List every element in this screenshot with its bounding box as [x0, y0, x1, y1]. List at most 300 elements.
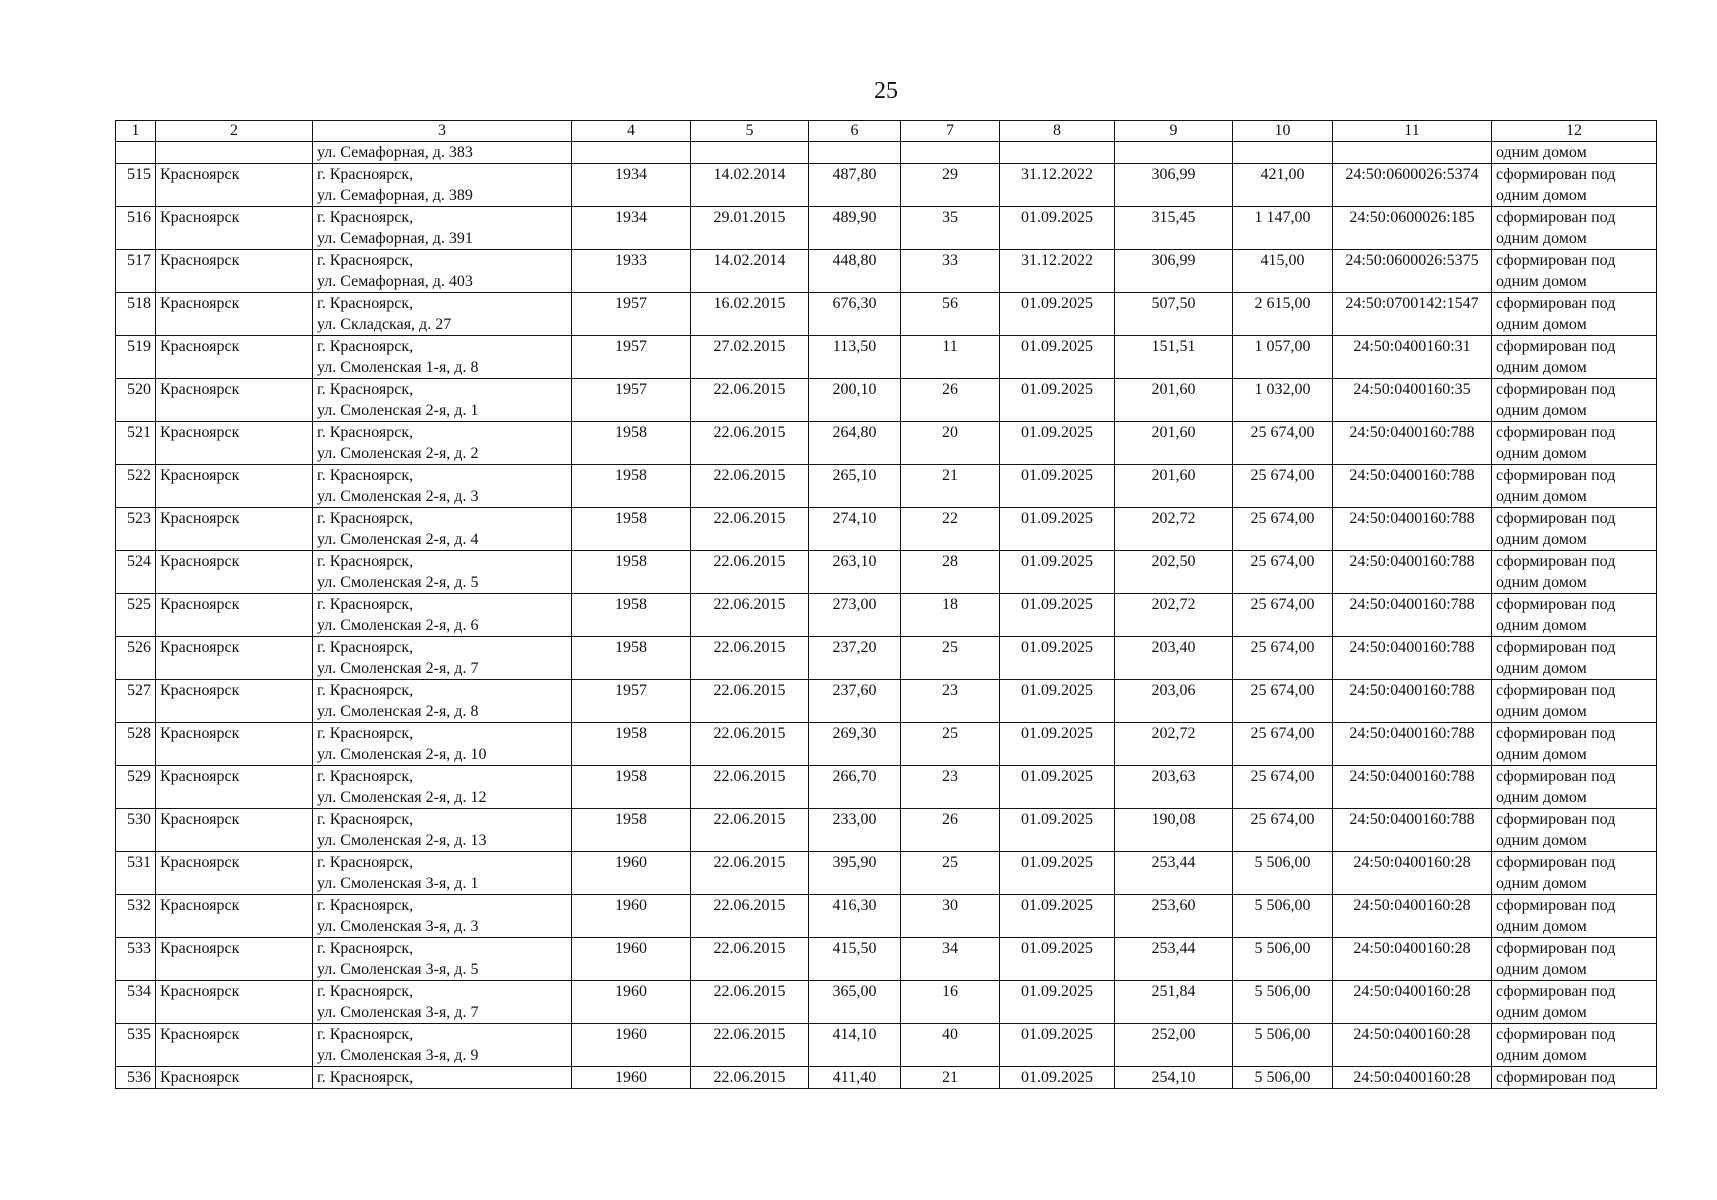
row-number-cell: 534 [116, 981, 156, 1024]
year-cell: 1957 [572, 336, 691, 379]
year-cell: 1933 [572, 250, 691, 293]
address-cell-line: г. Красноярск, [317, 295, 414, 312]
row-number-cell: 519 [116, 336, 156, 379]
status-cell [1492, 250, 1657, 293]
cadastre-number-cell: 24:50:0400160:28 [1333, 1067, 1492, 1089]
cadastre-number-cell: 24:50:0400160:28 [1333, 852, 1492, 895]
year-cell: 1960 [572, 938, 691, 981]
living-area-cell: 201,60 [1115, 379, 1233, 422]
table-row [116, 981, 1657, 1024]
city-cell: Красноярск [156, 465, 313, 508]
status-cell-line: сформирован под [1496, 854, 1616, 871]
status-cell-line: одним домом [1496, 445, 1587, 462]
residents-cell: 18 [901, 594, 1000, 637]
residents-cell: 30 [901, 895, 1000, 938]
area-cell: 448,80 [809, 250, 901, 293]
row-number-cell: 536 [116, 1067, 156, 1089]
city-cell: Красноярск [156, 852, 313, 895]
land-area-cell: 25 674,00 [1233, 680, 1333, 723]
row-number-cell: 530 [116, 809, 156, 852]
land-area-cell: 25 674,00 [1233, 723, 1333, 766]
address-cell [313, 164, 572, 207]
status-cell [1492, 336, 1657, 379]
deadline-cell: 01.09.2025 [1000, 422, 1115, 465]
date-cell: 27.02.2015 [691, 336, 809, 379]
column-header: 7 [901, 121, 1000, 142]
column-header: 4 [572, 121, 691, 142]
residents-cell: 56 [901, 293, 1000, 336]
status-cell-line: сформирован под [1496, 381, 1616, 398]
address-cell-line: г. Красноярск, [317, 381, 414, 398]
land-area-cell: 5 506,00 [1233, 938, 1333, 981]
status-cell-line: одним домом [1496, 574, 1587, 591]
land-area-cell: 25 674,00 [1233, 422, 1333, 465]
status-cell [1492, 852, 1657, 895]
row-number-cell: 531 [116, 852, 156, 895]
cadastre-number-cell: 24:50:0400160:788 [1333, 508, 1492, 551]
land-area-cell: 1 147,00 [1233, 207, 1333, 250]
living-area-cell: 306,99 [1115, 250, 1233, 293]
status-cell-line: одним домом [1496, 316, 1587, 333]
residents-cell: 33 [901, 250, 1000, 293]
status-cell [1492, 723, 1657, 766]
year-cell: 1960 [572, 895, 691, 938]
table-row [116, 852, 1657, 895]
area-cell: 266,70 [809, 766, 901, 809]
year-cell: 1958 [572, 594, 691, 637]
deadline-cell: 01.09.2025 [1000, 938, 1115, 981]
city-cell: Красноярск [156, 422, 313, 465]
status-cell-line: одним домом [1496, 359, 1587, 376]
area-cell: 416,30 [809, 895, 901, 938]
address-cell-line: г. Красноярск, [317, 553, 414, 570]
date-cell: 22.06.2015 [691, 723, 809, 766]
address-cell [313, 594, 572, 637]
cadastre-number-cell: 24:50:0700142:1547 [1333, 293, 1492, 336]
deadline-cell: 01.09.2025 [1000, 379, 1115, 422]
land-area-cell: 25 674,00 [1233, 594, 1333, 637]
address-cell [313, 250, 572, 293]
status-cell [1492, 422, 1657, 465]
cadastre-number-cell: 24:50:0400160:788 [1333, 465, 1492, 508]
date-cell: 22.06.2015 [691, 809, 809, 852]
living-area-cell: 507,50 [1115, 293, 1233, 336]
date-cell: 14.02.2014 [691, 250, 809, 293]
status-cell-line: одним домом [1496, 1004, 1587, 1021]
date-cell: 22.06.2015 [691, 551, 809, 594]
deadline-cell: 01.09.2025 [1000, 766, 1115, 809]
living-area-cell: 253,60 [1115, 895, 1233, 938]
status-cell-line: сформирован под [1496, 725, 1616, 742]
status-cell-line: одним домом [1496, 1047, 1587, 1064]
status-cell-line: сформирован под [1496, 295, 1616, 312]
status-cell [1492, 766, 1657, 809]
date-cell: 29.01.2015 [691, 207, 809, 250]
table-row [116, 1067, 1657, 1089]
deadline-cell: 01.09.2025 [1000, 465, 1115, 508]
status-cell [1492, 938, 1657, 981]
address-cell-line: ул. Смоленская 2-я, д. 6 [317, 617, 479, 634]
cadastre-number-cell: 24:50:0400160:788 [1333, 766, 1492, 809]
page-number: 25 [874, 78, 898, 104]
status-cell-line: одним домом [1496, 789, 1587, 806]
address-cell-line: г. Красноярск, [317, 596, 414, 613]
status-cell [1492, 1024, 1657, 1067]
row-number-cell: 528 [116, 723, 156, 766]
area-cell: 273,00 [809, 594, 901, 637]
address-cell-line: г. Красноярск, [317, 854, 414, 871]
living-area-cell: 201,60 [1115, 465, 1233, 508]
residents-cell: 29 [901, 164, 1000, 207]
date-cell: 22.06.2015 [691, 508, 809, 551]
address-cell-line: г. Красноярск, [317, 510, 414, 527]
address-cell [313, 852, 572, 895]
year-cell: 1960 [572, 1067, 691, 1089]
deadline-cell: 01.09.2025 [1000, 293, 1115, 336]
status-cell-line: сформирован под [1496, 682, 1616, 699]
deadline-cell: 31.12.2022 [1000, 250, 1115, 293]
land-area-cell: 25 674,00 [1233, 465, 1333, 508]
status-cell: одним домом [1492, 142, 1657, 164]
date-cell: 16.02.2015 [691, 293, 809, 336]
row-number-cell: 533 [116, 938, 156, 981]
address-cell-line: ул. Смоленская 2-я, д. 13 [317, 832, 487, 849]
cadastre-number-cell: 24:50:0600026:5375 [1333, 250, 1492, 293]
table-row [116, 895, 1657, 938]
residents-cell: 34 [901, 938, 1000, 981]
status-cell-line: одним домом [1496, 187, 1587, 204]
date-cell: 22.06.2015 [691, 1067, 809, 1089]
address-cell-line: ул. Смоленская 2-я, д. 2 [317, 445, 479, 462]
column-header: 10 [1233, 121, 1333, 142]
city-cell: Красноярск [156, 379, 313, 422]
status-cell-line: одним домом [1496, 746, 1587, 763]
city-cell: Красноярск [156, 508, 313, 551]
cadastre-number-cell: 24:50:0400160:35 [1333, 379, 1492, 422]
living-area-cell: 151,51 [1115, 336, 1233, 379]
status-cell [1492, 508, 1657, 551]
area-cell: 200,10 [809, 379, 901, 422]
row-number-cell: 523 [116, 508, 156, 551]
row-number-cell: 526 [116, 637, 156, 680]
status-cell-line: сформирован под [1496, 424, 1616, 441]
address-cell [313, 895, 572, 938]
status-cell-line: сформирован под [1496, 1069, 1616, 1086]
cadastre-number-cell: 24:50:0400160:28 [1333, 938, 1492, 981]
column-header: 11 [1333, 121, 1492, 142]
row-number-cell: 515 [116, 164, 156, 207]
address-cell-line: г. Красноярск, [317, 338, 414, 355]
area-cell: 489,90 [809, 207, 901, 250]
living-area-cell: 203,63 [1115, 766, 1233, 809]
city-cell: Красноярск [156, 938, 313, 981]
row-number-cell: 535 [116, 1024, 156, 1067]
deadline-cell: 01.09.2025 [1000, 852, 1115, 895]
status-cell-line: сформирован под [1496, 467, 1616, 484]
year-cell: 1958 [572, 465, 691, 508]
city-cell: Красноярск [156, 809, 313, 852]
area-cell: 487,80 [809, 164, 901, 207]
area-cell: 233,00 [809, 809, 901, 852]
city-cell: Красноярск [156, 1067, 313, 1089]
year-cell: 1958 [572, 508, 691, 551]
table-row [116, 637, 1657, 680]
address-cell-line: г. Красноярск, [317, 897, 414, 914]
land-area-cell: 5 506,00 [1233, 1067, 1333, 1089]
column-header: 1 [116, 121, 156, 142]
living-area-cell: 254,10 [1115, 1067, 1233, 1089]
living-area-cell: 251,84 [1115, 981, 1233, 1024]
address-cell-line: ул. Смоленская 3-я, д. 5 [317, 961, 479, 978]
residents-cell: 26 [901, 809, 1000, 852]
date-cell: 22.06.2015 [691, 1024, 809, 1067]
address-cell-line: г. Красноярск, [317, 682, 414, 699]
table-row [116, 723, 1657, 766]
city-cell: Красноярск [156, 680, 313, 723]
land-area-cell: 25 674,00 [1233, 637, 1333, 680]
cadastre-number-cell: 24:50:0400160:28 [1333, 981, 1492, 1024]
cadastre-number-cell: 24:50:0400160:788 [1333, 809, 1492, 852]
status-cell [1492, 551, 1657, 594]
address-cell [313, 422, 572, 465]
cadastre-number-cell: 24:50:0400160:788 [1333, 594, 1492, 637]
column-number-header-row [116, 121, 1657, 142]
residents-cell: 28 [901, 551, 1000, 594]
address-cell [313, 1024, 572, 1067]
city-cell: Красноярск [156, 766, 313, 809]
living-area-cell: 201,60 [1115, 422, 1233, 465]
address-cell-line: ул. Смоленская 2-я, д. 10 [317, 746, 487, 763]
status-cell [1492, 680, 1657, 723]
address-cell-line: г. Красноярск, [317, 467, 414, 484]
living-area-cell: 203,40 [1115, 637, 1233, 680]
status-cell-line: сформирован под [1496, 596, 1616, 613]
address-cell-line: г. Красноярск, [317, 639, 414, 656]
status-cell [1492, 465, 1657, 508]
table-row [116, 551, 1657, 594]
year-cell: 1934 [572, 164, 691, 207]
residents-cell: 20 [901, 422, 1000, 465]
residents-cell: 25 [901, 637, 1000, 680]
status-cell [1492, 981, 1657, 1024]
date-cell: 22.06.2015 [691, 637, 809, 680]
status-cell-line: одним домом [1496, 918, 1587, 935]
address-cell-line: г. Красноярск, [317, 811, 414, 828]
table-row [116, 809, 1657, 852]
address-cell [313, 637, 572, 680]
deadline-cell: 01.09.2025 [1000, 809, 1115, 852]
year-cell: 1960 [572, 1024, 691, 1067]
year-cell: 1960 [572, 852, 691, 895]
table-row [116, 336, 1657, 379]
cadastre-number-cell: 24:50:0400160:788 [1333, 637, 1492, 680]
land-area-cell: 25 674,00 [1233, 551, 1333, 594]
area-cell: 411,40 [809, 1067, 901, 1089]
status-cell-line: сформирован под [1496, 639, 1616, 656]
deadline-cell: 01.09.2025 [1000, 594, 1115, 637]
residents-cell: 22 [901, 508, 1000, 551]
living-area-cell: 202,72 [1115, 508, 1233, 551]
column-header: 5 [691, 121, 809, 142]
address-cell [313, 1067, 572, 1089]
area-cell: 415,50 [809, 938, 901, 981]
status-cell-line: сформирован под [1496, 166, 1616, 183]
status-cell-line: сформирован под [1496, 209, 1616, 226]
address-cell-line: г. Красноярск, [317, 1026, 414, 1043]
column-header: 3 [313, 121, 572, 142]
address-cell [313, 293, 572, 336]
residents-cell: 26 [901, 379, 1000, 422]
status-cell-line: сформирован под [1496, 553, 1616, 570]
address-cell [313, 336, 572, 379]
city-cell: Красноярск [156, 895, 313, 938]
residents-cell: 23 [901, 766, 1000, 809]
row-number-cell: 525 [116, 594, 156, 637]
address-cell [313, 465, 572, 508]
living-area-cell: 202,72 [1115, 594, 1233, 637]
date-cell: 22.06.2015 [691, 981, 809, 1024]
address-cell-line: ул. Смоленская 2-я, д. 12 [317, 789, 487, 806]
address-cell-line: г. Красноярск, [317, 1069, 414, 1086]
status-cell-line: сформирован под [1496, 252, 1616, 269]
status-cell [1492, 809, 1657, 852]
address-cell-line: ул. Семафорная, д. 403 [317, 273, 473, 290]
city-cell: Красноярск [156, 723, 313, 766]
row-number-cell: 521 [116, 422, 156, 465]
address-cell-line: ул. Смоленская 2-я, д. 8 [317, 703, 479, 720]
address-cell [313, 680, 572, 723]
land-area-cell: 415,00 [1233, 250, 1333, 293]
status-cell [1492, 594, 1657, 637]
city-cell: Красноярск [156, 207, 313, 250]
date-cell: 22.06.2015 [691, 895, 809, 938]
city-cell: Красноярск [156, 250, 313, 293]
address-cell-line: ул. Смоленская 3-я, д. 9 [317, 1047, 479, 1064]
deadline-cell: 01.09.2025 [1000, 680, 1115, 723]
address-cell-line: ул. Смоленская 2-я, д. 4 [317, 531, 479, 548]
deadline-cell: 31.12.2022 [1000, 164, 1115, 207]
status-cell-line: сформирован под [1496, 811, 1616, 828]
status-cell-line: сформирован под [1496, 897, 1616, 914]
table-row [116, 938, 1657, 981]
living-area-cell: 253,44 [1115, 852, 1233, 895]
cadastre-number-cell: 24:50:0400160:788 [1333, 723, 1492, 766]
address-cell-line: ул. Смоленская 3-я, д. 1 [317, 875, 479, 892]
land-area-cell: 5 506,00 [1233, 981, 1333, 1024]
table-row [116, 379, 1657, 422]
status-cell-line: сформирован под [1496, 940, 1616, 957]
column-header: 9 [1115, 121, 1233, 142]
area-cell: 676,30 [809, 293, 901, 336]
area-cell: 395,90 [809, 852, 901, 895]
address-cell-line: ул. Смоленская 2-я, д. 3 [317, 488, 479, 505]
residents-cell: 21 [901, 465, 1000, 508]
land-area-cell: 25 674,00 [1233, 809, 1333, 852]
cadastre-number-cell: 24:50:0400160:788 [1333, 422, 1492, 465]
table-row [116, 164, 1657, 207]
status-cell-line: одним домом [1496, 961, 1587, 978]
address-cell-line: ул. Семафорная, д. 389 [317, 187, 473, 204]
row-number-cell: 520 [116, 379, 156, 422]
row-number-cell: 522 [116, 465, 156, 508]
living-area-cell: 253,44 [1115, 938, 1233, 981]
table-row [116, 594, 1657, 637]
status-cell-line: одним домом [1496, 832, 1587, 849]
residents-cell: 35 [901, 207, 1000, 250]
year-cell: 1960 [572, 981, 691, 1024]
land-area-cell: 1 057,00 [1233, 336, 1333, 379]
address-cell-line: ул. Смоленская 1-я, д. 8 [317, 359, 479, 376]
table-row [116, 250, 1657, 293]
address-cell [313, 981, 572, 1024]
status-cell [1492, 293, 1657, 336]
deadline-cell: 01.09.2025 [1000, 981, 1115, 1024]
deadline-cell: 01.09.2025 [1000, 723, 1115, 766]
status-cell [1492, 207, 1657, 250]
land-area-cell: 5 506,00 [1233, 852, 1333, 895]
city-cell: Красноярск [156, 1024, 313, 1067]
status-cell-line: сформирован под [1496, 1026, 1616, 1043]
status-cell-line: одним домом [1496, 703, 1587, 720]
area-cell: 113,50 [809, 336, 901, 379]
living-area-cell: 315,45 [1115, 207, 1233, 250]
status-cell-line: одним домом [1496, 660, 1587, 677]
address-cell-line: г. Красноярск, [317, 940, 414, 957]
year-cell: 1958 [572, 551, 691, 594]
date-cell: 22.06.2015 [691, 852, 809, 895]
deadline-cell: 01.09.2025 [1000, 1024, 1115, 1067]
living-area-cell: 252,00 [1115, 1024, 1233, 1067]
address-cell [313, 723, 572, 766]
status-cell [1492, 164, 1657, 207]
year-cell: 1958 [572, 766, 691, 809]
land-area-cell: 5 506,00 [1233, 895, 1333, 938]
area-cell: 365,00 [809, 981, 901, 1024]
address-cell-line: г. Красноярск, [317, 983, 414, 1000]
status-cell [1492, 637, 1657, 680]
deadline-cell: 01.09.2025 [1000, 1067, 1115, 1089]
year-cell: 1958 [572, 422, 691, 465]
row-number-cell: 527 [116, 680, 156, 723]
deadline-cell: 01.09.2025 [1000, 207, 1115, 250]
row-number-cell: 518 [116, 293, 156, 336]
address-cell-line: ул. Семафорная, д. 391 [317, 230, 473, 247]
cadastre-number-cell: 24:50:0400160:28 [1333, 1024, 1492, 1067]
cadastre-number-cell: 24:50:0600026:185 [1333, 207, 1492, 250]
status-cell [1492, 895, 1657, 938]
address-cell-line: ул. Смоленская 2-я, д. 7 [317, 660, 479, 677]
table-row [116, 508, 1657, 551]
date-cell: 22.06.2015 [691, 379, 809, 422]
address-cell-line: ул. Смоленская 3-я, д. 3 [317, 918, 479, 935]
cadastre-number-cell: 24:50:0400160:788 [1333, 680, 1492, 723]
status-cell-line: одним домом [1496, 531, 1587, 548]
table-row [116, 422, 1657, 465]
city-cell: Красноярск [156, 293, 313, 336]
land-area-cell: 1 032,00 [1233, 379, 1333, 422]
city-cell: Красноярск [156, 594, 313, 637]
date-cell: 22.06.2015 [691, 465, 809, 508]
residents-cell: 25 [901, 852, 1000, 895]
column-header: 12 [1492, 121, 1657, 142]
row-number-cell: 516 [116, 207, 156, 250]
status-cell-line: одним домом [1496, 402, 1587, 419]
residents-cell: 11 [901, 336, 1000, 379]
area-cell: 274,10 [809, 508, 901, 551]
area-cell: 414,10 [809, 1024, 901, 1067]
status-cell-line: одним домом [1496, 273, 1587, 290]
deadline-cell: 01.09.2025 [1000, 895, 1115, 938]
